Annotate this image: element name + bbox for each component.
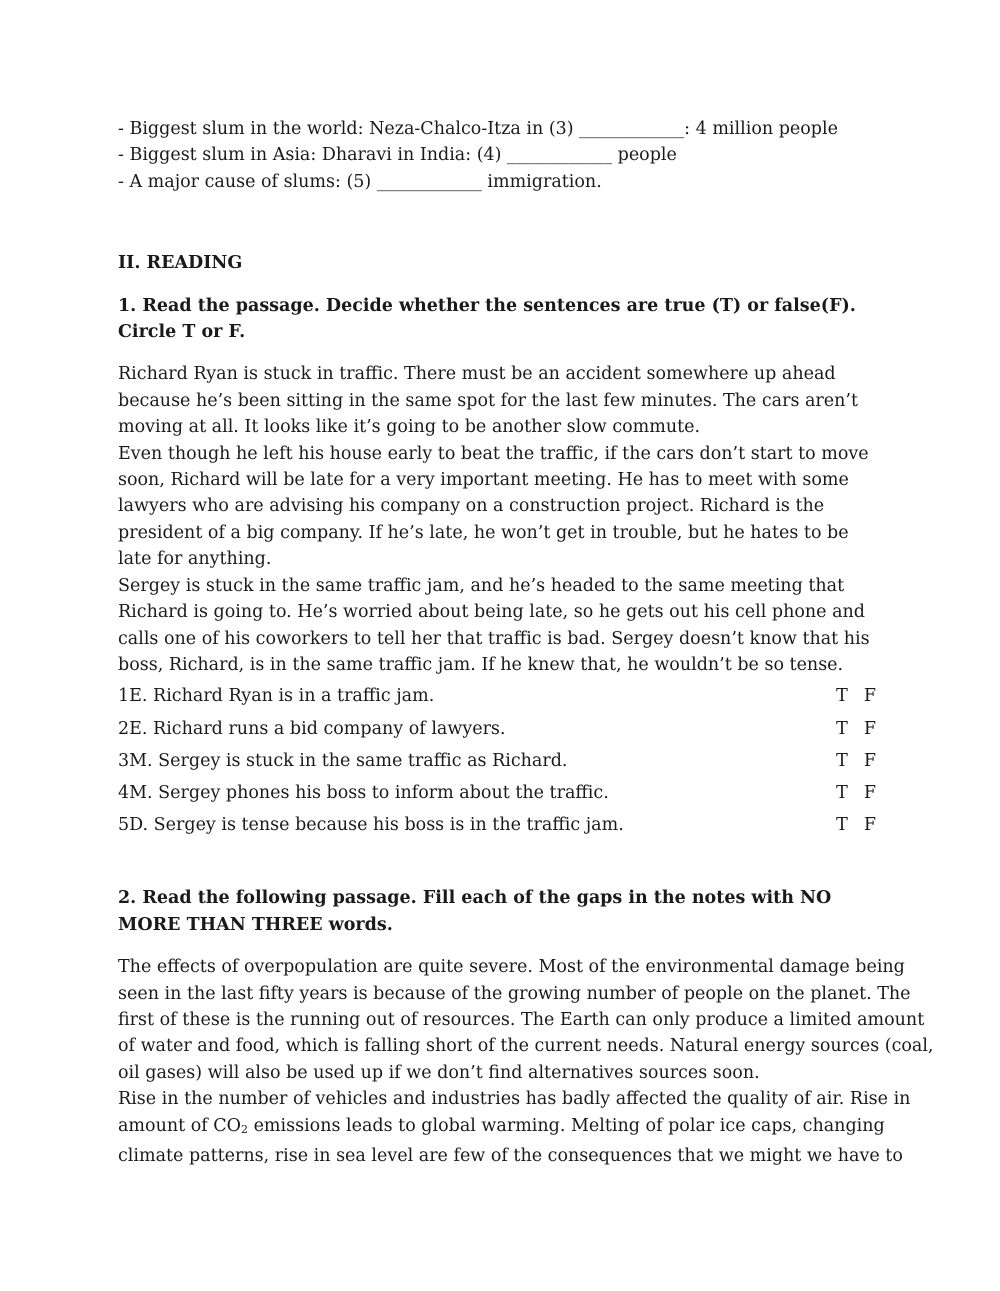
co2-after: emissions leads to global warming. Melting of polar ice caps, changing: [248, 1115, 885, 1136]
statement-text: 2E. Richard runs a bid company of lawyers.: [118, 718, 506, 739]
statement-row: [118, 680, 880, 712]
statement-row: [118, 777, 880, 809]
task1-passage: [118, 361, 888, 678]
passage-line: calls one of his coworkers to tell her that traffic is bad. Sergey doesn’t know that his: [118, 628, 870, 649]
false-option[interactable]: F: [863, 815, 876, 836]
co2-subscript: 2: [241, 1122, 249, 1136]
note-line-4: - Biggest slum in Asia: Dharavi in India: (4) ____________ people: [118, 145, 677, 166]
passage-line: president of a big company. If he’s late, he won’t get in trouble, but he hates to be: [118, 522, 849, 543]
co2-before: amount of CO: [118, 1115, 242, 1136]
true-false-list: [118, 680, 888, 841]
section-title: II. READING: [118, 253, 243, 274]
passage-line: late for anything.: [118, 549, 272, 570]
worksheet-page: [118, 116, 934, 1169]
statement-text: 1E. Richard Ryan is in a traffic jam.: [118, 686, 435, 707]
false-option[interactable]: F: [863, 750, 876, 771]
task1-instruction: 1. Read the passage. Decide whether the sentences are true (T) or false(F). Circle T or F.: [118, 295, 856, 343]
false-option[interactable]: F: [863, 782, 876, 803]
passage-line: moving at all. It looks like it’s going to be another slow commute.: [118, 417, 701, 438]
passage-line: Sergey is stuck in the same traffic jam, and he’s headed to the same meeting that: [118, 575, 845, 596]
statement-row: [118, 809, 880, 841]
passage-line-co2: [118, 1113, 888, 1143]
passage-line: lawyers who are advising his company on a construction project. Richard is the: [118, 496, 825, 517]
passage-line: The effects of overpopulation are quite severe. Most of the environmental damage being: [118, 957, 905, 978]
statement-text: 3M. Sergey is stuck in the same traffic as Richard.: [118, 750, 568, 771]
statement-text: 4M. Sergey phones his boss to inform about the traffic.: [118, 782, 609, 803]
passage-line: first of these is the running out of resources. The Earth can only produce a limited amount: [118, 1009, 925, 1030]
true-option[interactable]: T: [836, 782, 848, 803]
statement-text: 5D. Sergey is tense because his boss is in the traffic jam.: [118, 815, 624, 836]
false-option[interactable]: F: [863, 686, 876, 707]
passage-line: soon, Richard will be late for a very important meeting. He has to meet with some: [118, 470, 849, 491]
passage-line: climate patterns, rise in sea level are few of the consequences that we might we have to: [118, 1145, 903, 1166]
true-option[interactable]: T: [836, 686, 848, 707]
passage-line: Richard Ryan is stuck in traffic. There must be an accident somewhere up ahead: [118, 364, 836, 385]
passage-line: seen in the last fifty years is because of the growing number of people on the planet. The: [118, 983, 911, 1004]
task2-passage: [118, 954, 934, 1169]
true-option[interactable]: T: [836, 750, 848, 771]
notes-list: [118, 116, 888, 195]
passage-line: boss, Richard, is in the same traffic jam. If he knew that, he wouldn’t be so tense.: [118, 654, 844, 675]
passage-line: Rise in the number of vehicles and industries has badly affected the quality of air. Rise in: [118, 1089, 911, 1110]
passage-line: because he’s been sitting in the same spot for the last few minutes. The cars aren’t: [118, 390, 859, 411]
passage-line: of water and food, which is falling short of the current needs. Natural energy sources (coal,: [118, 1036, 934, 1057]
passage-line: Richard is going to. He’s worried about being late, so he gets out his cell phone and: [118, 602, 866, 623]
false-option[interactable]: F: [863, 718, 876, 739]
note-line-5: - A major cause of slums: (5) ____________ immigration.: [118, 171, 602, 192]
passage-line: Even though he left his house early to beat the traffic, if the cars don’t start to move: [118, 443, 869, 464]
note-line-3: - Biggest slum in the world: Neza-Chalco-Itza in (3) ____________: 4 million people: [118, 119, 838, 139]
true-option[interactable]: T: [836, 718, 848, 739]
passage-line: oil gases) will also be used up if we don’t find alternatives sources soon.: [118, 1062, 760, 1083]
statement-row: [118, 713, 880, 745]
task2-instruction: 2. Read the following passage. Fill each of the gaps in the notes with NO MORE THAN THREE words.: [118, 888, 832, 935]
statement-row: [118, 745, 880, 777]
true-option[interactable]: T: [836, 815, 848, 836]
